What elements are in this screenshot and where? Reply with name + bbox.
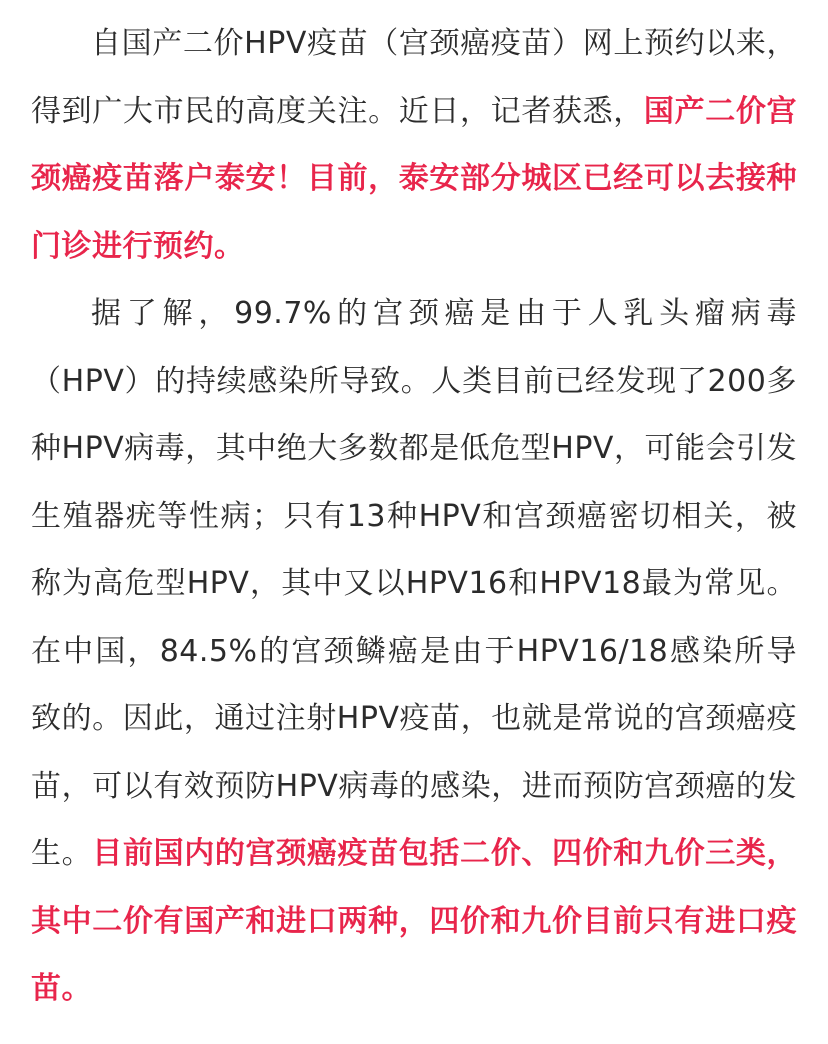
paragraph-vaccine-arrival: [31, 10, 797, 280]
paragraph-hpv-background: [31, 280, 797, 1023]
paragraph-text: 自国产二价HPV疫苗（宫颈癌疫苗）网上预约以来，得到广大市民的高度关注。近日，记者获悉，: [31, 26, 797, 129]
highlighted-text: 目前国内的宫颈癌疫苗包括二价、四价和九价三类，其中二价有国产和进口两种，四价和九价目前只有进口疫苗。: [31, 836, 798, 1006]
article-body: [31, 10, 797, 1023]
paragraph-text: 据了解，99.7%的宫颈癌是由于人乳头瘤病毒（HPV）的持续感染所导致。人类目前已经发现了200多种HPV病毒，其中绝大多数都是低危型HPV，可能会引发生殖器疣等性病；只有13种HPV和宫颈癌密切相关，被称为高危型HPV，其中又以HPV16和HPV18最为常见。在中国，84.5%的宫颈鳞癌是由于HPV16/18感染所导致的。因此，通过注射HPV疫苗，也就是常说的宫颈癌疫苗，可以有效预防HPV病毒的感染，进而预防宫颈癌的发生。: [31, 296, 797, 871]
highlighted-text: 国产二价宫颈癌疫苗落户泰安！目前，泰安部分城区已经可以去接种门诊进行预约。: [31, 93, 798, 264]
